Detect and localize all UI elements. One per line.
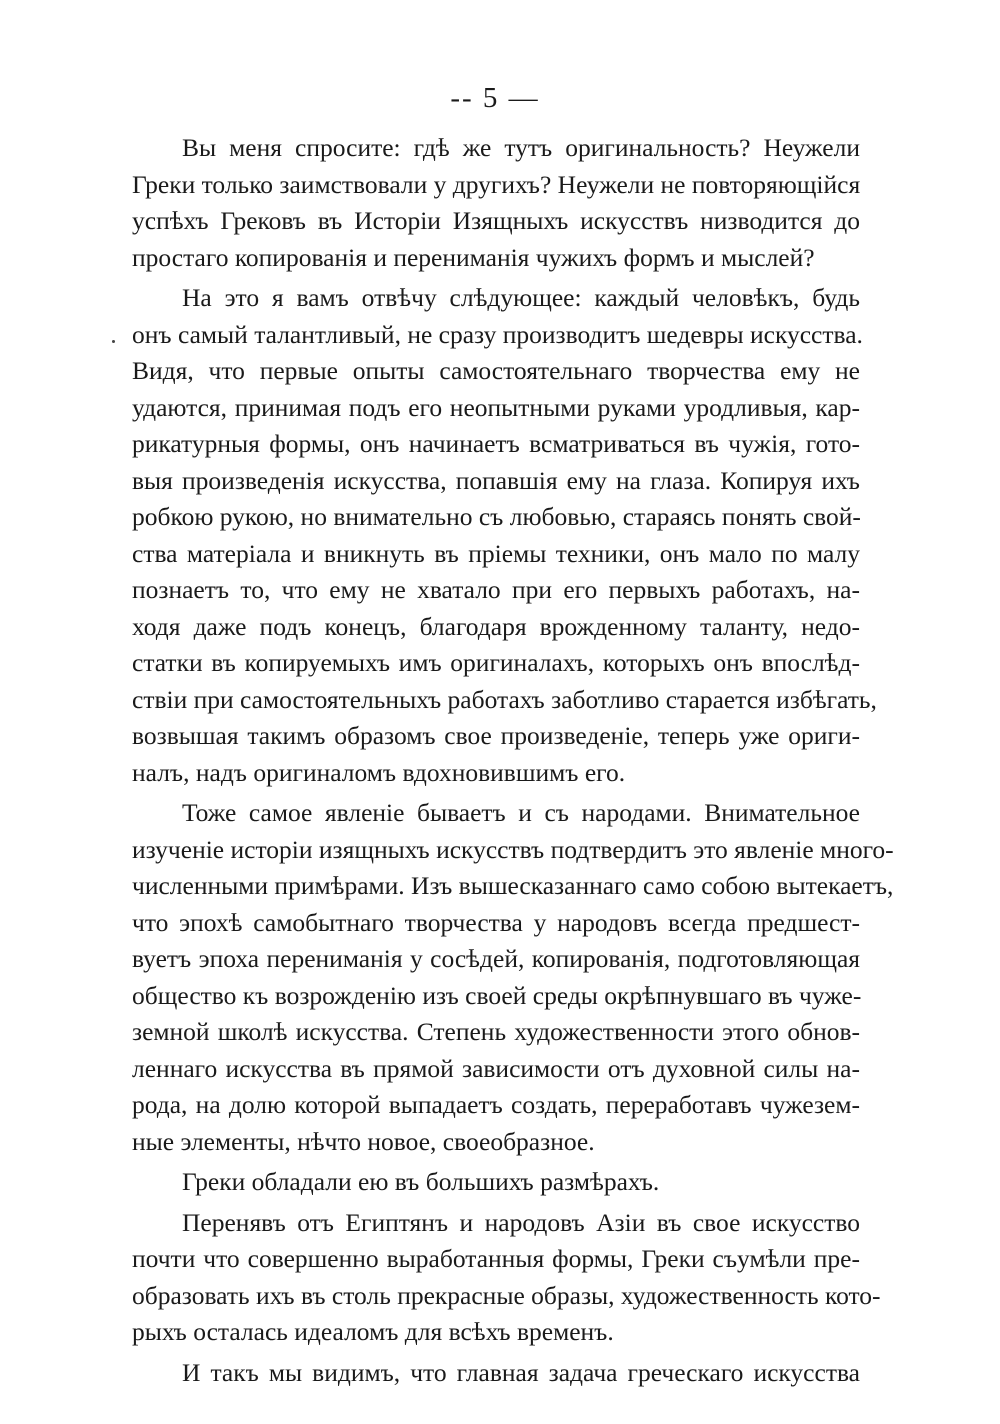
page-number: -- 5 — — [450, 82, 540, 114]
paragraph — [132, 1355, 860, 1392]
paragraph — [132, 130, 860, 276]
text-line: На это я вамъ отвѣчу слѣдующее: каждый человѣкъ, будь — [182, 283, 860, 312]
text-line: удаются, принимая подъ его неопытными руками уродливыя, кар- — [132, 392, 860, 422]
text-line: ные элементы, нѣчто новое, своеобразное. — [132, 1126, 595, 1156]
text-line: Тоже самое явленіе бываетъ и съ народами. Внимательное — [182, 798, 860, 827]
text-line: рикатурныя формы, онъ начинаетъ всматриваться въ чужія, гото- — [132, 429, 860, 458]
text-line: земной школѣ искусства. Степень художественности этого обнов- — [132, 1017, 860, 1046]
text-line: леннаго искусства въ прямой зависимости отъ духовной силы на- — [132, 1053, 860, 1083]
paragraph — [132, 280, 877, 791]
text-line: что эпохѣ самобытнаго творчества у народовъ всегда предшест- — [132, 907, 860, 937]
text-line: выя произведенія искусства, попавшія ему на глаза. Копируя ихъ — [132, 465, 860, 495]
body-text — [132, 130, 894, 1395]
text-line: успѣхъ Грековъ въ Исторіи Изящныхъ искусствъ низводится до — [132, 206, 860, 235]
text-line: Греки только заимствовали у другихъ? Неужели не повторяющійся — [132, 169, 861, 199]
ink-speck — [112, 340, 115, 343]
text-line: возвышая такимъ образомъ свое произведеніе, теперь уже ориги- — [132, 721, 860, 750]
text-line: робкою рукою, но внимательно съ любовью, стараясь понять свой- — [132, 502, 861, 531]
text-line: Греки обладали ею въ большихъ размѣрахъ. — [182, 1167, 660, 1196]
text-line: ства матеріала и вникнуть въ пріемы техники, онъ мало по малу — [132, 538, 860, 568]
text-line: статки въ копируемыхъ имъ оригиналахъ, которыхъ онъ впослѣд- — [132, 648, 860, 677]
text-line: изученіе исторіи изящныхъ искусствъ подтвердитъ это явленіе много- — [132, 834, 894, 864]
text-line: И такъ мы видимъ, что главная задача греческаго искусства — [182, 1357, 860, 1387]
text-line: Вы меня спросите: гдѣ же тутъ оригинальность? Неужели — [182, 133, 860, 162]
text-line: общество къ возрожденію изъ своей среды окрѣпнувшаго въ чуже- — [132, 980, 862, 1010]
text-line: налъ, надъ оригиналомъ вдохновившимъ его. — [132, 757, 626, 787]
text-line: Перенявъ отъ Египтянъ и народовъ Азіи въ свое искусство — [182, 1207, 860, 1237]
text-line: рыхъ осталась идеаломъ для всѣхъ временъ. — [132, 1317, 614, 1346]
text-line: ствіи при самостоятельныхъ работахъ заботливо старается избѣгать, — [132, 684, 877, 714]
text-line: простаго копированія и перениманія чужихъ формъ и мыслей? — [132, 242, 815, 272]
text-line: рода, на долю которой выпадаетъ создать, переработавъ чужезем- — [132, 1090, 860, 1119]
paragraph — [132, 1205, 881, 1351]
text-line: онъ самый талантливый, не сразу производитъ шедевры искусства. — [132, 319, 863, 349]
text-line: почти что совершенно выработанныя формы, Греки съумѣли пре- — [132, 1244, 860, 1273]
text-line: численными примѣрами. Изъ вышесказаннаго само собою вытекаетъ, — [132, 871, 894, 900]
text-line: образовать ихъ въ столь прекрасные образы, художественность кото- — [132, 1280, 881, 1310]
paragraph — [132, 795, 894, 1160]
text-line: Видя, что первые опыты самостоятельнаго творчества ему не — [132, 356, 860, 385]
text-line: вуетъ эпоха перениманія у сосѣдей, копированія, подготовляющая — [132, 944, 860, 973]
text-line: ходя даже подъ конецъ, благодаря врожденному таланту, недо- — [132, 611, 860, 641]
text-line: познаетъ то, что ему не хватало при его первыхъ работахъ, на- — [132, 575, 860, 604]
paragraph — [132, 1164, 860, 1201]
